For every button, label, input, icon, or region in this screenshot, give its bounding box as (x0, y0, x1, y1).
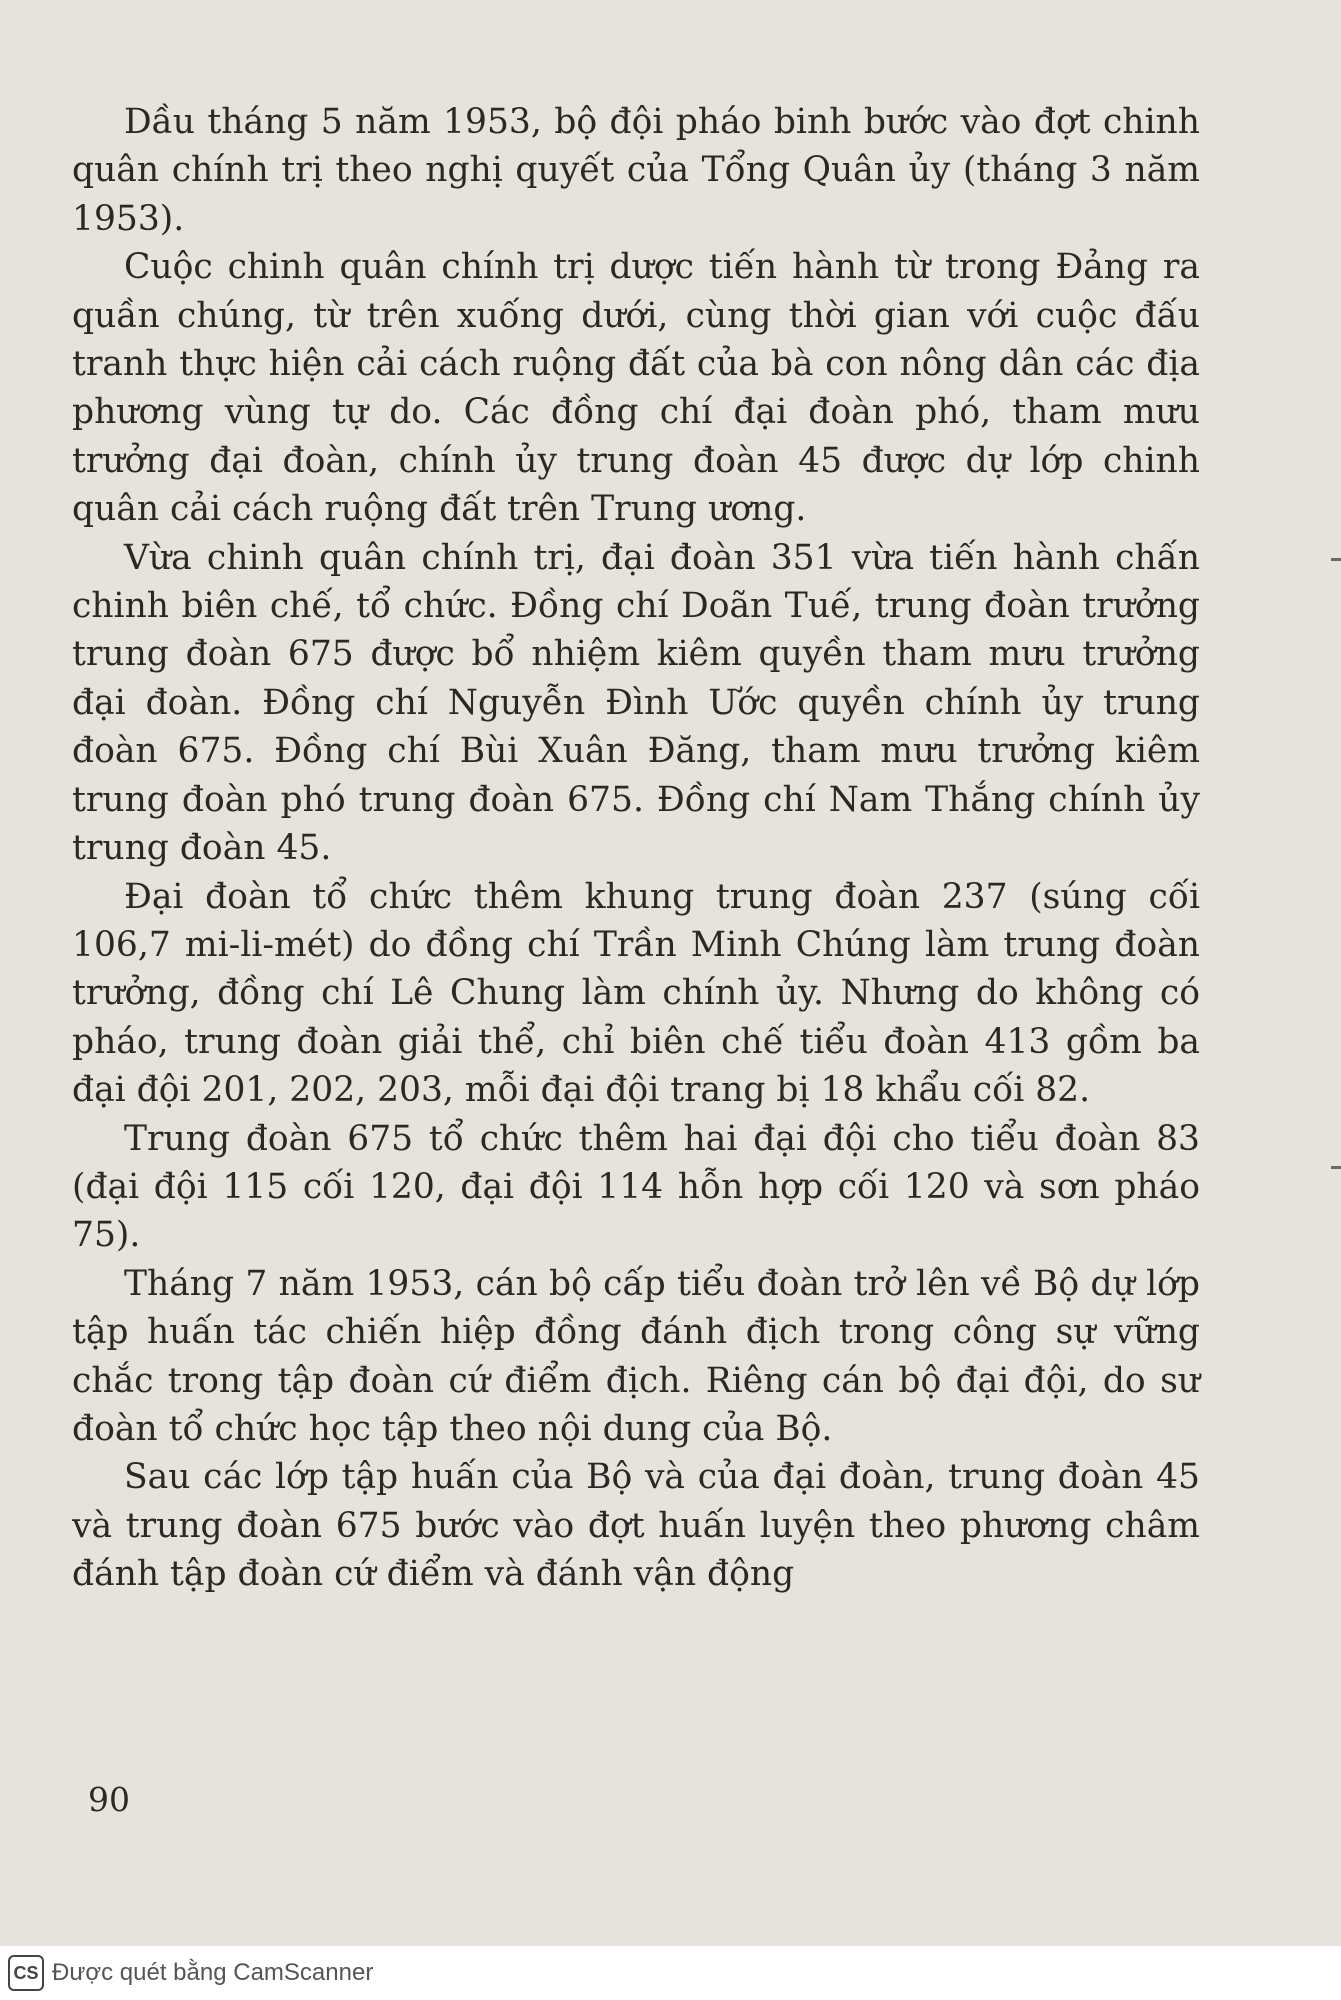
edge-mark-top (1331, 558, 1341, 561)
scanner-footer (0, 1946, 1341, 2000)
edge-mark-bottom (1331, 1166, 1341, 1169)
paragraph-2: Cuộc chinh quân chính trị dược tiến hành từ trong Đảng ra quần chúng, từ trên xuống dưới, cùng thời gian với cuộc đấu tranh thực hiện cải cách ruộng đất của bà con nông dân các địa phương vùng tự do. Các đồng chí đại đoàn phó, tham mưu trưởng đại đoàn, chính ủy trung đoàn 45 được dự lớp chinh quân cải cách ruộng đất trên Trung ương. (72, 247, 1200, 530)
paragraph-3: Vừa chinh quân chính trị, đại đoàn 351 vừa tiến hành chấn chinh biên chế, tổ chức. Đồng chí Doãn Tuế, trung đoàn trưởng trung đoàn 675 được bổ nhiệm kiêm quyền tham mưu trưởng đại đoàn. Đồng chí Nguyễn Đình Ước quyền chính ủy trung đoàn 675. Đồng chí Bùi Xuân Đăng, tham mưu trưởng kiêm trung đoàn phó trung đoàn 675. Đồng chí Nam Thắng chính ủy trung đoàn 45. (72, 537, 1200, 869)
paragraph-7: Sau các lớp tập huấn của Bộ và của đại đoàn, trung đoàn 45 và trung đoàn 675 bước vào đợt huấn luyện theo phương châm đánh tập đoàn cứ điểm và đánh vận động (72, 1457, 1200, 1595)
camscanner-logo-icon: CS (8, 1955, 44, 1991)
page-number: 90 (88, 1780, 130, 1819)
paragraph-1: Dầu tháng 5 năm 1953, bộ đội pháo binh bước vào đợt chinh quân chính trị theo nghị quyết của Tổng Quân ủy (tháng 3 năm 1953). (72, 102, 1200, 239)
paragraph-5: Trung đoàn 675 tổ chức thêm hai đại đội cho tiểu đoàn 83 (đại đội 115 cối 120, đại đội 114 hỗn hợp cối 120 và sơn pháo 75). (72, 1118, 1200, 1256)
scanner-watermark-text: Được quét bằng CamScanner (52, 1959, 374, 1986)
paragraph-4: Đại đoàn tổ chức thêm khung trung đoàn 237 (súng cối 106,7 mi-li-mét) do đồng chí Trần Minh Chúng làm trung đoàn trưởng, đồng chí Lê Chung làm chính ủy. Nhưng do không có pháo, trung đoàn giải thể, chỉ biên chế tiểu đoàn 413 gồm ba đại đội 201, 202, 203, mỗi đại đội trang bị 18 khẩu cối 82. (72, 876, 1200, 1111)
paragraph-6: Tháng 7 năm 1953, cán bộ cấp tiểu đoàn trở lên về Bộ dự lớp tập huấn tác chiến hiệp đồng đánh địch trong công sự vững chắc trong tập đoàn cứ điểm địch. Riêng cán bộ đại đội, do sư đoàn tổ chức học tập theo nội dung của Bộ. (72, 1263, 1200, 1449)
page-body (72, 98, 1200, 1599)
